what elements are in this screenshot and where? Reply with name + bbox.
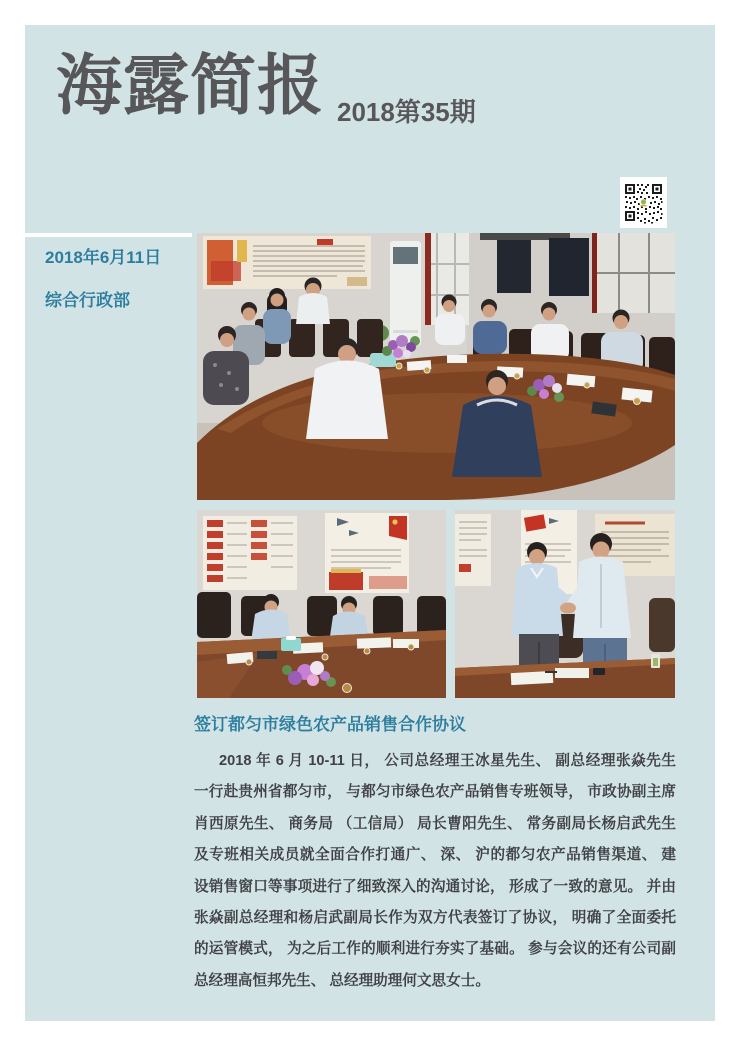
newsletter-title: 海露简报: [56, 48, 324, 122]
handshake-photo: [455, 510, 675, 698]
paragraph-line: 总经理高恒邦先生、 总经理助理何文思女士。: [194, 972, 490, 989]
paragraph-line: 一行赴贵州省都匀市， 与都匀市绿色农产品销售专班领导， 市政协副主席: [194, 784, 676, 801]
signing-photo: [197, 510, 446, 698]
paragraph-line: 设销售窗口等事项进行了细致深入的沟通讨论， 形成了一致的意见。 并由: [194, 878, 676, 895]
header-divider: [25, 233, 192, 237]
article-paragraph: [194, 746, 676, 997]
paragraph-line: 2018 年 6 月 10-11 日， 公司总经理王冰星先生、 副总经理张焱先生: [219, 753, 676, 769]
publish-date: 2018年6月11日: [45, 248, 162, 267]
meeting-room-photo: [197, 233, 675, 500]
issue-number: 2018第35期: [337, 97, 476, 127]
paragraph-line: 张焱副总经理和杨启武副局长作为双方代表签订了协议， 明确了全面委托: [194, 910, 676, 927]
article-heading: 签订都匀市绿色农产品销售合作协议: [194, 715, 466, 734]
paragraph-line: 的运管模式， 为之后工作的顺利进行夯实了基础。 参与会议的还有公司副: [194, 941, 676, 958]
qr-code-icon: [620, 177, 667, 228]
paragraph-line: 及专班相关成员就全面合作打通广、 深、 沪的都匀农产品销售渠道、 建: [194, 847, 676, 864]
paragraph-line: 肖西原先生、 商务局 （工信局） 局长曹阳先生、 常务副局长杨启武先生: [194, 815, 676, 832]
department: 综合行政部: [45, 291, 130, 310]
